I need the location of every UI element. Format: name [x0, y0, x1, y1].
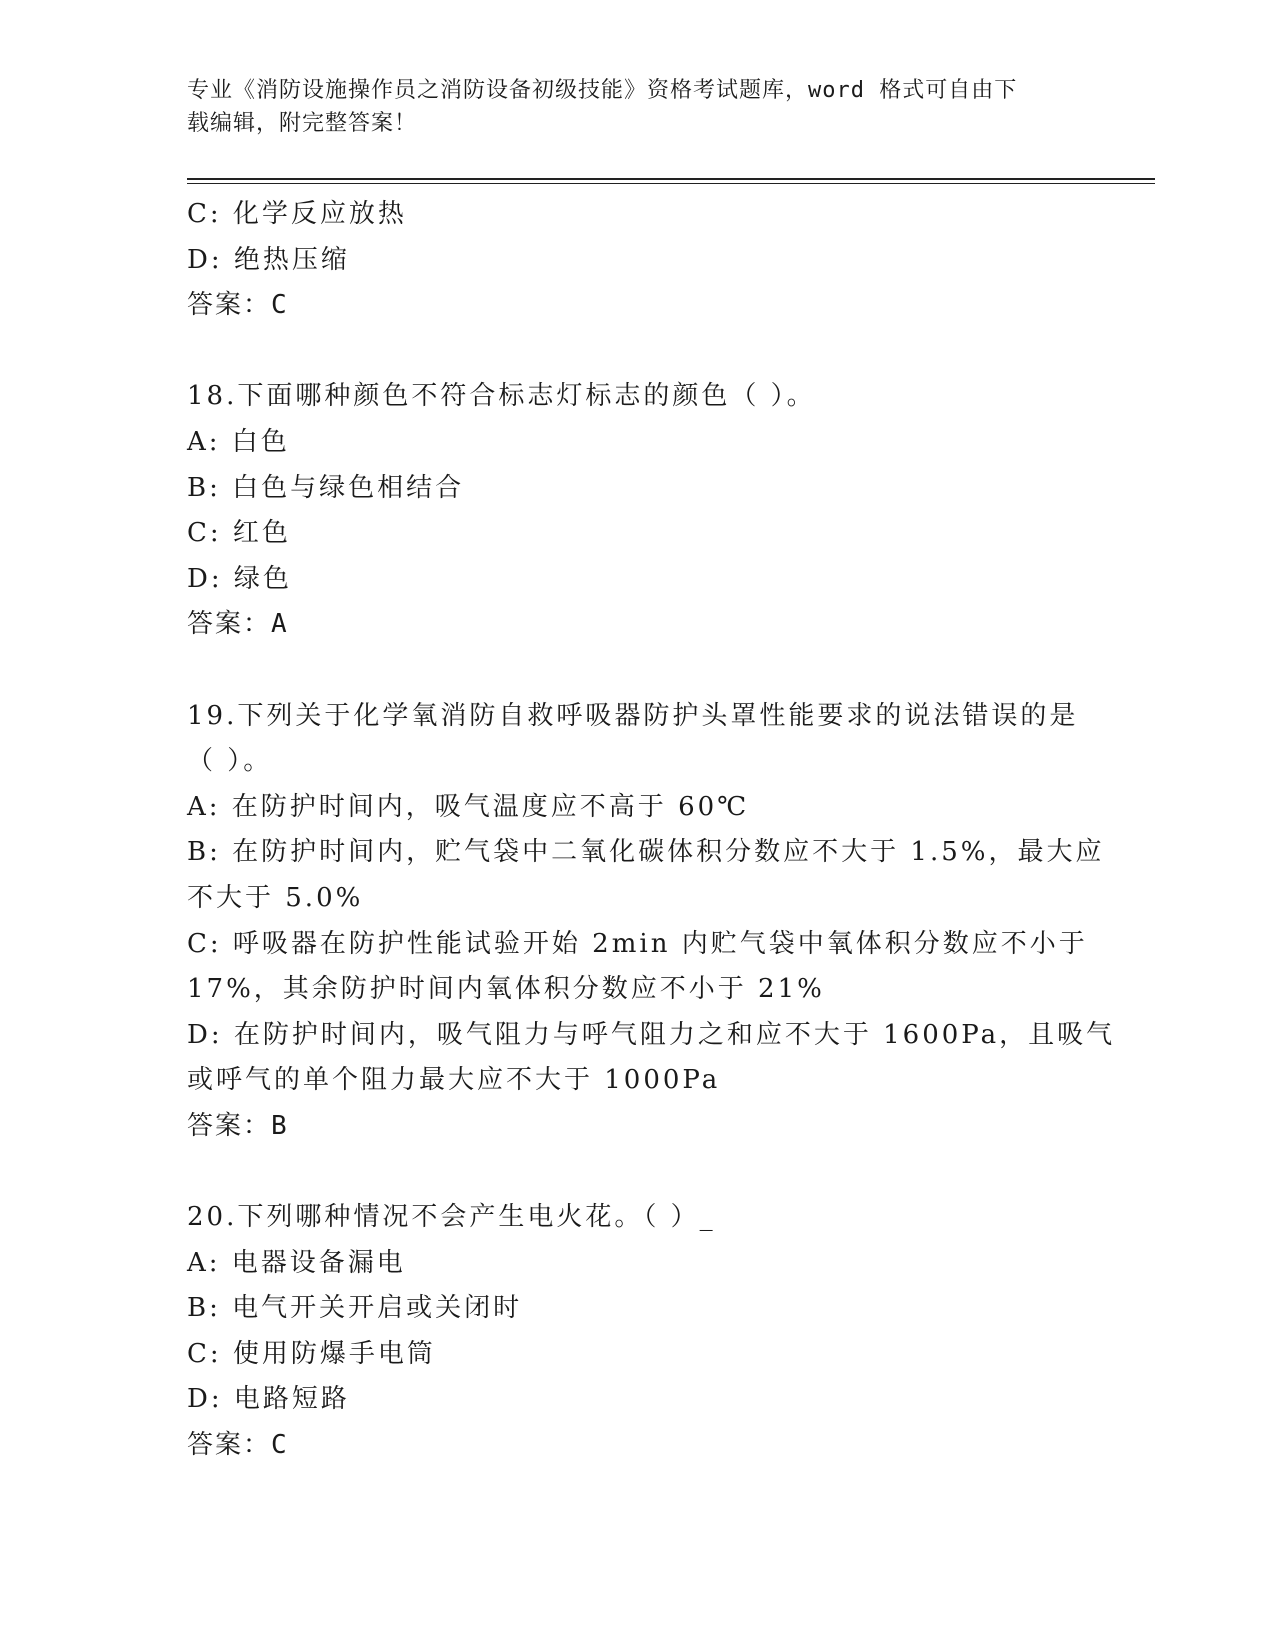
header-rule-thick — [187, 178, 1155, 180]
option-a: A: 白色 — [187, 426, 290, 457]
spacer — [187, 1149, 1087, 1195]
spacer — [187, 648, 1087, 694]
answer: 答案：A — [187, 609, 289, 640]
option-d-line-2: 或呼气的单个阻力最大应不大于 1000Pa — [187, 1065, 721, 1096]
option-b: B: 电气开关开启或关闭时 — [187, 1293, 523, 1324]
question-17-tail — [187, 192, 1087, 329]
question-text: 20.下列哪种情况不会产生电火花。（ ）_ — [187, 1202, 716, 1233]
answer: 答案：C — [187, 290, 289, 321]
answer: 答案：C — [187, 1430, 289, 1461]
question-text-line-1: 19.下列关于化学氧消防自救呼吸器防护头罩性能要求的说法错误的是 — [187, 700, 1079, 731]
spacer — [187, 329, 1087, 375]
header-rule-thin — [187, 183, 1155, 184]
question-list — [187, 192, 1116, 1469]
question-20 — [187, 1195, 1087, 1469]
option-c-line-2: 17%，其余防护时间内氧体积分数应不小于 21% — [187, 974, 825, 1005]
option-d: D: 绝热压缩 — [187, 244, 350, 275]
option-b: B: 白色与绿色相结合 — [187, 472, 465, 503]
option-c: C: 化学反应放热 — [187, 199, 407, 229]
option-d: D: 绿色 — [187, 563, 292, 594]
option-a: A: 在防护时间内，吸气温度应不高于 60℃ — [187, 791, 750, 822]
option-c-line-1: C: 呼吸器在防护性能试验开始 2min 内贮气袋中氧体积分数应不小于 — [187, 928, 1088, 959]
header-line-2: 载编辑，附完整答案！ — [187, 111, 418, 136]
option-c: C: 使用防爆手电筒 — [187, 1338, 436, 1369]
header-line-1: 专业《消防设施操作员之消防设备初级技能》资格考试题库，word 格式可自由下 — [187, 78, 1018, 103]
option-c: C: 红色 — [187, 518, 291, 549]
answer: 答案：B — [187, 1110, 289, 1141]
question-19 — [187, 694, 1116, 1150]
question-text: 18.下面哪种颜色不符合标志灯标志的颜色（ ）。 — [187, 381, 816, 412]
document-header — [187, 74, 1087, 140]
question-text-line-2: （ ）。 — [187, 746, 273, 777]
option-d-line-1: D: 在防护时间内，吸气阻力与呼气阻力之和应不大于 1600Pa，且吸气 — [187, 1019, 1116, 1050]
option-b-line-1: B: 在防护时间内，贮气袋中二氧化碳体积分数应不大于 1.5%，最大应 — [187, 837, 1105, 868]
option-a: A: 电器设备漏电 — [187, 1247, 406, 1278]
option-b-line-2: 不大于 5.0% — [187, 882, 364, 913]
option-d: D: 电路短路 — [187, 1384, 350, 1415]
question-18 — [187, 374, 1087, 648]
